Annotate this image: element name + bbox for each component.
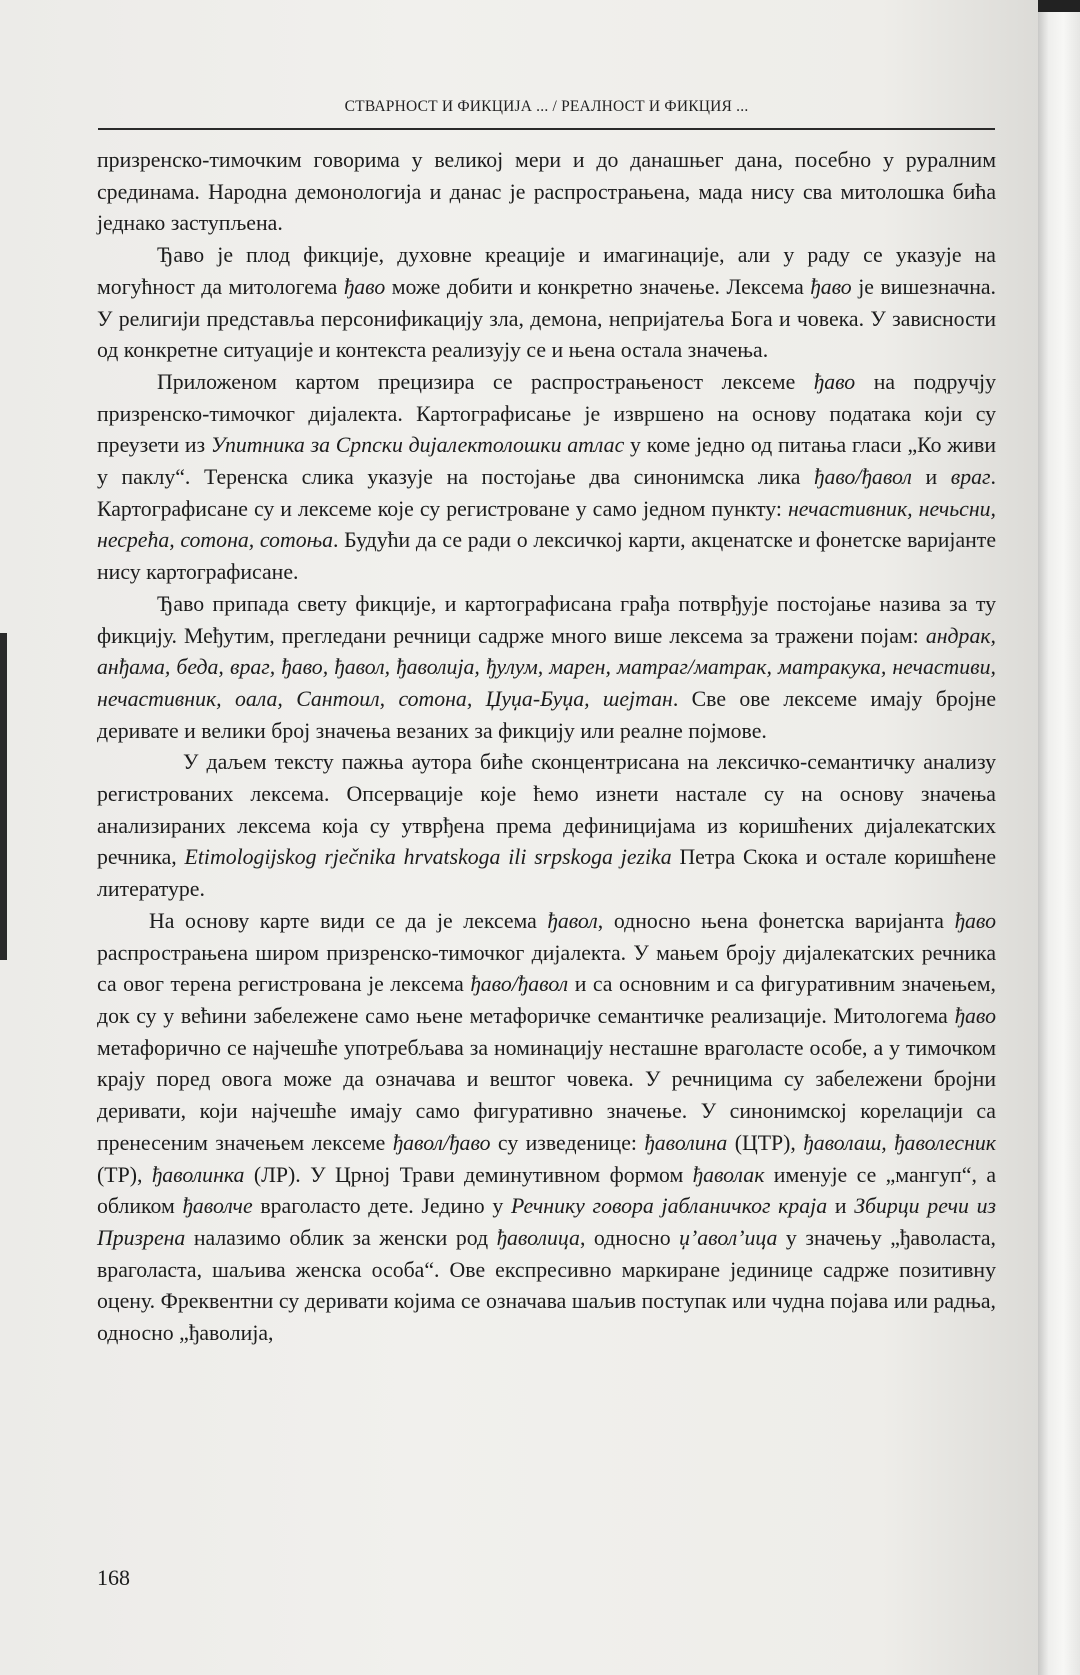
paragraph-1: призренско-тимочким говорима у великој мери и до данашњег дана, посебно у руралним срединама. Народна демонологија и данас је распрострањена, мада нису сва митолошка бића једнако заступљена. — [97, 148, 996, 236]
paragraph-2: Ђаво је плод фикције, духовне креације и имагинације, али у раду се указује на могућност да митологема ђаво може добити и конкретно значење. Лексема ђаво је вишезначна. У религији представља персонификацију зла, демона, непријатеља Бога и човека. У зависности од конкретне ситуације и контекста реализују се и њена остала значења. — [97, 243, 997, 363]
paragraph-4: Ђаво припада свету фикције, и картографисана грађа потврђује постојање назива за ту фикцију. Међутим, прегледани речници садрже много више лексема за тражени појам: андрак, анђама, беда, враг, ђаво, ђавол, ђаволија, ђулум, марен, матраг/матрак, матракука, нечастиви, нечастивник, оала, Сантоил, сотона, Џуџа-Буџа, шејтан. Све ове лексеме имају бројне деривате и велики број значења везаних за фикцију или реалне појмове. — [97, 591, 996, 743]
body-text — [97, 145, 996, 1350]
page-edge — [1038, 0, 1080, 1675]
header-rule — [98, 128, 995, 130]
paragraph-5: У даљем тексту пажња аутора биће сконцентрисана на лексичко-семантичку анализу регистрованих лексема. Опсервације које ћемо изнети настале су на основу значења анализираних лексема која су утврђена према дефиницијама из коришћених дијалекатских речника, Etimologijskog rječnika hrvatskoga ili srpskoga jezika Петра Скока и остале коришћене литературе. — [97, 750, 996, 902]
page-number: 168 — [97, 1565, 130, 1590]
page-corner — [1038, 0, 1080, 12]
paragraph-3: Приложеном картом прецизира се распрострањеност лексеме ђаво на подручју призренско-тимочког дијалекта. Картографисање је извршено на основу података који су преузети из Упитника за Српски дијалектолошки атлас у коме једно од питања гласи „Ко живи у паклу“. Теренска слика указује на постојање два синонимска лика ђаво/ђавол и враг. Картографисане су и лексеме које су регистроване у само једном пункту: нечастивник, нечьсни, несрећа, сотона, сотоња. Будући да се ради о лексичкој карти, акценатске и фонетске варијанте нису картографисане. — [97, 369, 996, 585]
running-head: СТВАРНОСТ И ФИКЦИЈА ... / РЕАЛНОСТ И ФИКЦИЯ ... — [344, 98, 749, 115]
binding-shadow — [0, 633, 7, 960]
paragraph-6: На основу карте види се да је лексема ђавол, односно њена фонетска варијанта ђаво распрострањена широм призренско-тимочког дијалекта. У мањем броју дијалекатских речника са овог терена регистрована је лексема ђаво/ђавол и са основним и са фигуративним значењем, док су у већини забележене само њене метафоричке семантичке реализације. Митологема ђаво метафорично се најчешће употребљава за номинацију несташне враголасте особе, а у тимочком крају поред овога може да означава и вештог човека. У речницима су забележени бројни деривати, који најчешће имају само фигуративно значење. У синонимској корелацији са пренесеним значењем лексеме ђавол/ђаво су изведенице: ђаволина (ЦТР), ђаволаш, ђаволесник (ТР), ђаволинка (ЛР). У Црној Трави деминутивном формом ђаволак именује се „мангуп“, а обликом ђаволче враголасто дете. Једино у Речнику говора јабланичког краја и Збирци речи из Призрена налазимо облик за женски род ђаволица, односно џ’авол’ица у значењу „ђаволаста, враголаста, шаљива женска особа“. Ове експресивно маркиране јединице садрже позитивну оцену. Фреквентни су деривати којима се означава шаљив поступак или чудна појава или радња, односно „ђаволија, — [97, 908, 997, 1346]
